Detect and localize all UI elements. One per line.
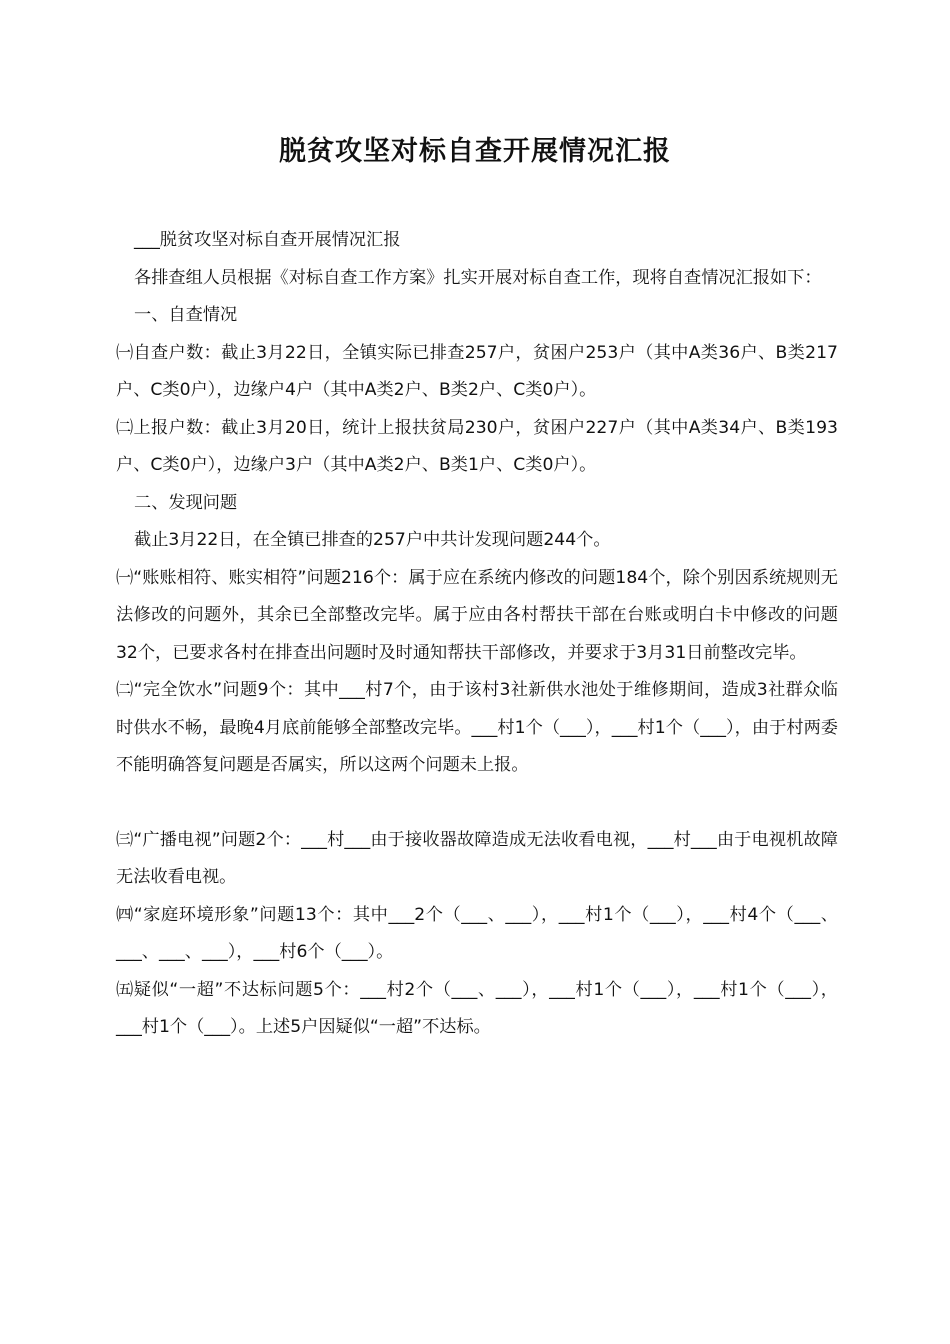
- home-environment-problem-paragraph: ㈣“家庭环境形象”问题13个：其中___2个（___、___），___村1个（___），___村4个（___、___、___、___），___村6个（___）。: [116, 904, 838, 962]
- section-heading-self-check: 一、自查情况: [134, 305, 238, 325]
- reported-households-paragraph: ㈡上报户数：截止3月20日，统计上报扶贫局230户，贫困户227户（其中A类34户、B类193户、C类0户），边缘户3户（其中A类2户、B类1户、C类0户）。: [116, 417, 838, 475]
- document-title: 脱贫攻坚对标自查开展情况汇报: [279, 136, 671, 167]
- problems-summary-paragraph: 截止3月22日，在全镇已排查的257户中共计发现问题244个。: [134, 530, 611, 550]
- subtitle-paragraph: ___脱贫攻坚对标自查开展情况汇报: [134, 230, 401, 250]
- document-body: [116, 222, 838, 1047]
- section-heading-problems: 二、发现问题: [134, 492, 238, 513]
- income-standard-problem-paragraph: ㈤疑似“一超”不达标问题5个：___村2个（___、___），___村1个（___），___村1个（___），___村1个（___）。上述5户因疑似“一超”不达标。: [116, 979, 838, 1037]
- drinking-water-problem-paragraph: ㈡“完全饮水”问题9个：其中___村7个，由于该村3社新供水池处于维修期间，造成3社群众临时供水不畅，最晚4月底前能够全部整改完毕。___村1个（___），___村1个（___），由于村两委不能明确答复问题是否属实，所以这两个问题未上报。: [116, 680, 838, 775]
- broadcast-tv-problem-paragraph: ㈢“广播电视”问题2个：___村___由于接收器故障造成无法收看电视，___村___由于电视机故障无法收看电视。: [116, 829, 838, 887]
- blank-line: [116, 785, 838, 822]
- intro-paragraph: 各排查组人员根据《对标自查工作方案》扎实开展对标自查工作，现将自查情况汇报如下：: [134, 267, 822, 288]
- self-check-households-paragraph: ㈠自查户数：截止3月22日，全镇实际已排查257户，贫困户253户（其中A类36户、B类217户、C类0户），边缘户4户（其中A类2户、B类2户、C类0户）。: [116, 342, 838, 400]
- accounts-problem-paragraph: ㈠“账账相符、账实相符”问题216个：属于应在系统内修改的问题184个，除个别因系统规则无法修改的问题外，其余已全部整改完毕。属于应由各村帮扶干部在台账或明白卡中修改的问题32个，已要求各村在排查出问题时及时通知帮扶干部修改，并要求于3月31日前整改完毕。: [116, 567, 838, 663]
